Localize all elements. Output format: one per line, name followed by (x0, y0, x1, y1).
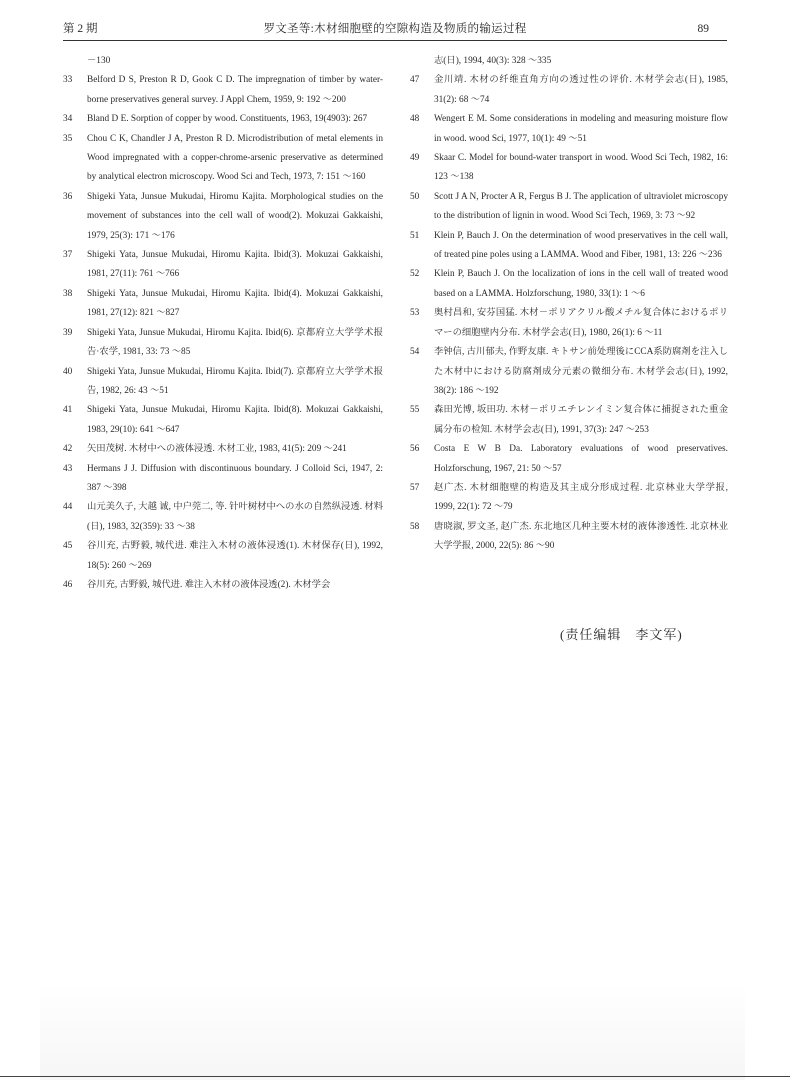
reference-text: Hermans J J. Diffusion with discontinuous boundary. J Colloid Sci, 1947, 2: 387 ～398 (87, 463, 383, 493)
reference-number: 57 (410, 482, 420, 493)
reference-number: 52 (410, 269, 420, 280)
reference-text: Belford D S, Preston R D, Gook C D. The impregnation of timber by water-borne preservatives general survey. J Appl Chem, 1959, 9: 192 ～200 (87, 75, 383, 105)
reference-item (63, 537, 383, 576)
reference-text: Shigeki Yata, Junsue Mukudai, Hiromu Kajita. Ibid(8). Mokuzai Gakkaishi, 1983, 29(10): 641 ～647 (87, 405, 383, 435)
reference-text: Scott J A N, Procter A R, Fergus B J. The application of ultraviolet microscopy to the distribution of lignin in wood. Wood Sci Tech, 1969, 3: 73 ～92 (434, 191, 728, 222)
reference-number: 33 (63, 75, 73, 86)
reference-item (63, 440, 383, 459)
reference-item (410, 265, 728, 304)
reference-text: 矢田茂树. 木材中への液体浸透. 木材工业, 1983, 41(5): 209 ～241 (87, 444, 347, 455)
reference-item (410, 227, 728, 266)
reference-item (63, 246, 383, 285)
page-bottom-edge (0, 1076, 790, 1077)
reference-number: 56 (410, 444, 420, 455)
reference-item (63, 401, 383, 440)
reference-number: 37 (63, 250, 73, 261)
reference-number: 50 (410, 191, 420, 202)
reference-item (410, 479, 728, 518)
reference-number: 44 (63, 502, 73, 513)
references-right-column (410, 52, 728, 557)
reference-number: 47 (410, 75, 420, 86)
reference-text: Bland D E. Sorption of copper by wood. Constituents, 1963, 19(4903): 267 (87, 114, 368, 125)
reference-number: 58 (410, 521, 420, 532)
reference-text: 森田光博, 坂田功. 木材－ポリエチレンイミン复合体に捕捉された重金属分布の检知. 木材学会志(日), 1991, 37(3): 247 ～253 (434, 405, 728, 435)
reference-number: 51 (410, 230, 420, 241)
reference-text: Shigeki Yata, Junsue Mukudai, Hiromu Kajita. Ibid(4). Mokuzai Gakkaishi, 1981, 27(12): 821 ～827 (87, 288, 383, 319)
reference-text: Klein P, Bauch J. On the determination of wood preservatives in the cell wall, of treated pine poles using a LAMMA. Wood and Fiber, 1981, 13: 226 ～236 (434, 230, 728, 261)
scan-shadow (40, 980, 745, 1080)
reference-number: 49 (410, 153, 420, 164)
reference-item (410, 304, 728, 343)
reference-number: 40 (63, 366, 73, 377)
reference-item (410, 188, 728, 227)
reference-number: 41 (63, 405, 73, 416)
reference-text: Klein P, Bauch J. On the localization of ions in the cell wall of treated wood based on a LAMMA. Holzforschung, 1980, 33(1): 1 ～6 (434, 269, 728, 299)
reference-text: Shigeki Yata, Junsue Mukudai, Hiromu Kajita. Morphological studies on the movement of substances into the cell wall of wood(2). Mokuzai Gakkaishi, 1979, 25(3): 171 ～176 (87, 191, 383, 241)
reference-number: 46 (63, 579, 73, 590)
reference-number: 48 (410, 114, 420, 125)
reference-item (63, 71, 383, 110)
reference-item (63, 363, 383, 402)
reference-item (410, 518, 728, 557)
reference-text: 金川靖. 木材の纤维直角方向の透过性の评价. 木材学会志(日), 1985, 31(2): 68 ～74 (434, 75, 728, 105)
reference-number: 55 (410, 405, 420, 416)
page-number: 89 (697, 23, 709, 35)
reference-text: Shigeki Yata, Junsue Mukudai, Hiromu Kajita. Ibid(6). 京都府立大学学术报告·农学, 1981, 33: 73 ～85 (87, 327, 383, 358)
reference-text: 赵广杰. 木材细胞壁的构造及其主成分形成过程. 北京林业大学学报, 1999, 22(1): 72 ～79 (434, 482, 728, 513)
reference-text: Shigeki Yata, Junsue Mukudai, Hiromu Kajita. Ibid(7). 京都府立大学学术报告, 1982, 26: 43 ～51 (87, 366, 383, 396)
reference-number: 42 (63, 444, 73, 455)
running-header (63, 18, 727, 41)
reference-item (63, 498, 383, 537)
reference-text: 谷川充, 古野毅, 城代进. 难注入木材の液体浸透(1). 木材保存(日), 1992, 18(5): 260 ～269 (87, 541, 383, 571)
reference-number: 45 (63, 541, 73, 552)
reference-number: 43 (63, 463, 73, 474)
reference-item (410, 110, 728, 149)
reference-item (63, 324, 383, 363)
reference-item (410, 401, 728, 440)
reference-item (410, 440, 728, 479)
article-running-title: 罗文圣等:木材细胞壁的空隙构造及物质的输运过程 (263, 23, 527, 35)
reference-item (410, 149, 728, 188)
reference-number: 54 (410, 347, 420, 358)
reference-text: Skaar C. Model for bound-water transport in wood. Wood Sci Tech, 1982, 16: 123 ～138 (434, 153, 728, 183)
reference-number: 35 (63, 133, 73, 144)
reference-continuation: 志(日), 1994, 40(3): 328 ～335 (434, 56, 552, 66)
issue-label: 第 2 期 (63, 23, 98, 35)
references-left-column (63, 52, 383, 595)
reference-item (63, 576, 383, 595)
reference-number: 39 (63, 327, 73, 338)
reference-item (410, 71, 728, 110)
reference-item (410, 343, 728, 401)
reference-text: 李钟信, 古川郁夫, 作野友康. キトサン前处理後にCCA系防腐剤を注入した木材中における防腐剤成分元素の微细分布. 木材学会志(日), 1992, 38(2): 186 ～192 (434, 347, 728, 396)
reference-item (63, 285, 383, 324)
reference-text: Wengert E M. Some considerations in modeling and measuring moisture flow in wood. wood Sci, 1977, 10(1): 49 ～51 (434, 114, 728, 144)
reference-continuation: －130 (87, 56, 111, 66)
reference-number: 34 (63, 114, 73, 125)
reference-text: 唐晓淑, 罗文圣, 赵广杰. 东北地区几种主要木材的液体渗透性. 北京林业大学学报, 2000, 22(5): 86 ～90 (434, 521, 728, 552)
responsible-editor-note: (责任编辑 李文军) (560, 627, 683, 642)
reference-number: 36 (63, 191, 73, 202)
reference-text: Chou C K, Chandler J A, Preston R D. Microdistribution of metal elements in Wood impregnated with a copper-chrome-arsenic preservative as determined by analytical electron microscopy. Wood Sci and Tech, 1973, 7: 151 ～160 (87, 133, 383, 183)
reference-number: 53 (410, 308, 420, 319)
reference-text: Shigeki Yata, Junsue Mukudai, Hiromu Kajita. Ibid(3). Mokuzai Gakkaishi, 1981, 27(11): 761 ～766 (87, 250, 383, 280)
reference-item (63, 460, 383, 499)
reference-text: Costa E W B Da. Laboratory evaluations of wood preservatives. Holzforschung, 1967, 21: 50 ～57 (434, 444, 728, 474)
reference-text: 谷川充, 古野毅, 城代进. 难注入木材の液体浸透(2). 木材学会 (87, 579, 331, 590)
reference-item (63, 130, 383, 188)
reference-text: 山元美久子, 大越 诚, 中户莞二, 等. 针叶树材中への水の自然纵浸透. 材料(日), 1983, 32(359): 33 ～38 (87, 502, 383, 532)
reference-text: 奥村昌和, 安芬国猛. 木材－ポリアクリル酸メチル复合体におけるポリマーの细胞壁内分布. 木材学会志(日), 1980, 26(1): 6 ～11 (434, 308, 728, 338)
reference-number: 38 (63, 288, 73, 299)
reference-item (63, 110, 383, 129)
reference-item (63, 188, 383, 246)
